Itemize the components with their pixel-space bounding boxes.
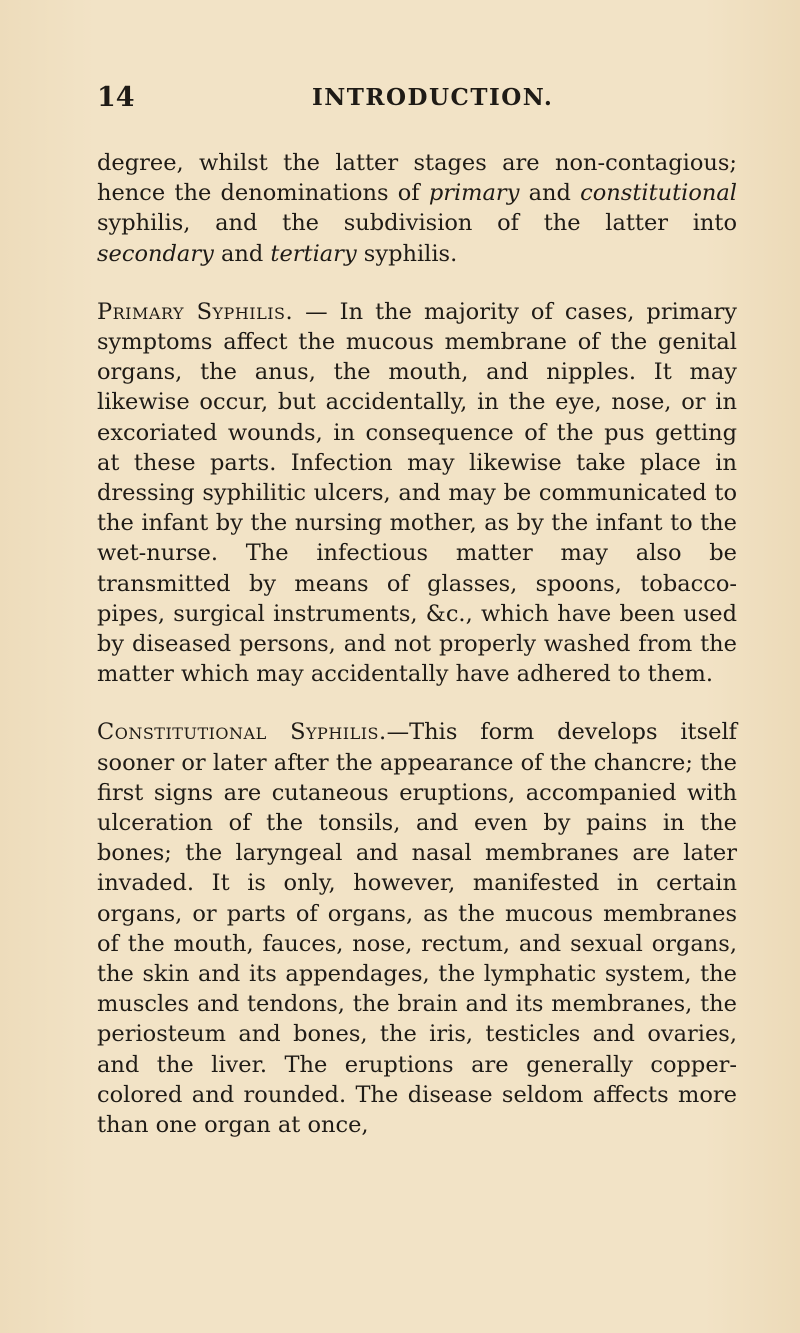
term-primary: primary (428, 180, 520, 207)
paragraph-intro-text-5: syphilis. (356, 240, 458, 267)
paragraph-intro-text-1: degree, whilst the latter stages are non-contagious; hence the denominations of (97, 150, 737, 207)
section-heading-constitutional: Constitutional Syphilis. (97, 719, 387, 746)
term-constitutional: constitutional (580, 180, 737, 207)
paragraph-constitutional-text: —This form develops itself sooner or later after the appearance of the chancre; the first signs are cutaneous eruptions, accompanied with ulceration of the tonsils, and even by pains in the bones; the laryngeal and nasal membranes are later invaded. It is only, however, manifested in certain organs, or parts of organs, as the mucous membranes of the mouth, fauces, nose, rectum, and sexual organs, the skin and its appendages, the lymphatic system, the muscles and tendons, the brain and its membranes, the periosteum and bones, the iris, testicles and ovaries, and the liver. The eruptions are generally copper-colored and rounded. The disease seldom affects more than one organ at once, (97, 719, 737, 1139)
paragraph-intro (97, 148, 737, 269)
paragraph-constitutional-syphilis (97, 717, 737, 1140)
page-header (97, 82, 737, 122)
term-secondary: secondary (97, 240, 214, 267)
section-heading-primary: Primary Syphilis. (97, 298, 294, 325)
paragraph-intro-text-4: and (213, 240, 271, 267)
page-number: 14 (97, 82, 135, 113)
body-text (97, 148, 737, 1140)
paragraph-intro-text-2: and (519, 180, 581, 207)
paragraph-intro-text-3: syphilis, and the subdivision of the latter into (97, 210, 737, 237)
term-tertiary: tertiary (270, 240, 357, 267)
paragraph-primary-text: — In the majority of cases, primary symptoms affect the mucous membrane of the genital organs, the anus, the mouth, and nipples. It may likewise occur, but accidentally, in the eye, nose, or in excoriated wounds, in consequence of the pus getting at these parts. Infection may likewise take place in dressing syphilitic ulcers, and may be communicated to the infant by the nursing mother, as by the infant to the wet-nurse. The infectious matter may also be transmitted by means of glasses, spoons, tobacco-pipes, surgical instruments, &c., which have been used by diseased persons, and not properly washed from the matter which may accidentally have adhered to them. (97, 298, 737, 688)
running-head: INTRODUCTION. (312, 84, 554, 111)
paragraph-primary-syphilis (97, 297, 737, 690)
